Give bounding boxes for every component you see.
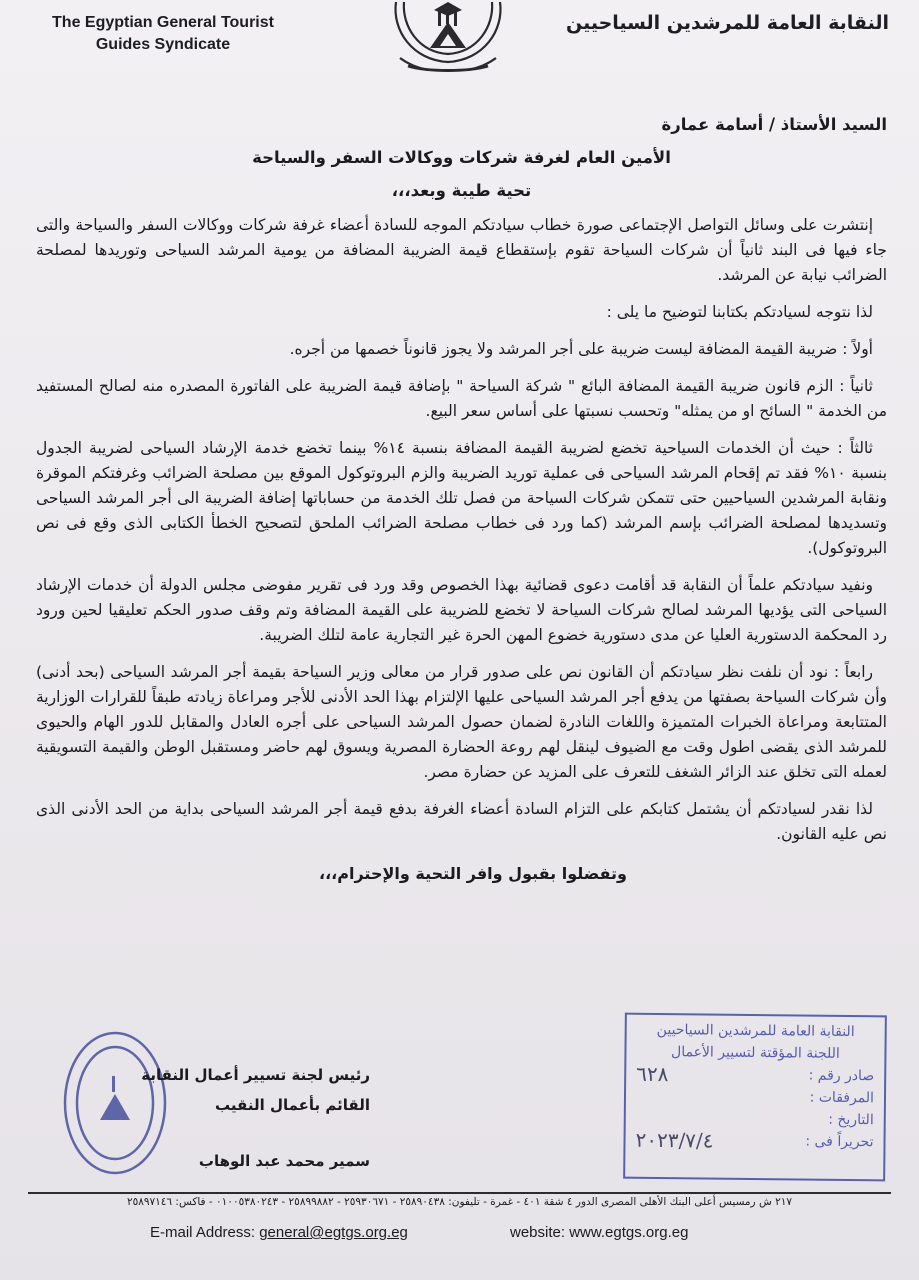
letter-body: [36, 112, 887, 886]
footer-divider: [28, 1192, 891, 1194]
footer-email-link[interactable]: general@egtgs.org.eg: [259, 1224, 408, 1241]
paragraph-second: ثانياً : الزم قانون ضريبة القيمة المضافة البائع " شركة السياحة " بإضافة قيمة الضريبة على الفاتورة المصدره منه لصالح المستفيد من الخدمة " السائح او من يمثله" وتحسب نسبتها على أساس سعر البيع.: [36, 377, 887, 420]
stamp-written-label: تحريراً فى :: [805, 1133, 874, 1151]
stamp-issue-row: [636, 1063, 874, 1087]
footer-website-label: website:: [510, 1224, 566, 1241]
stamp-written-date: ٢٠٢٣/٧/٤: [635, 1127, 714, 1153]
paragraph-intro: إنتشرت على وسائل التواصل الإجتماعى صورة خطاب سيادتكم الموجه للسادة أعضاء غرفة شركات ووكالات السفر والسياحة والتى جاء فيها فى البند ثانياً أن شركات السياحة تقوم بإستقطاع قيمة الضريبة المضافة من يومية المرشد السياحى وتوريدها لمصلحة الضرائب نيابة عن المرشد.: [36, 216, 887, 284]
footer-website: [510, 1224, 688, 1241]
stamp-issue-number: ٦٢٨: [636, 1061, 669, 1087]
header-english-name: [38, 12, 288, 56]
header-arabic-name: النقابة العامة للمرشدين السياحيين: [565, 12, 889, 34]
stamp-date-label: التاريخ :: [828, 1111, 874, 1129]
syndicate-logo-icon: [378, 0, 518, 72]
footer-email: [150, 1224, 408, 1241]
paragraph-fourth: رابعاً : نود أن نلفت نظر سيادتكم أن القانون نص على صدور قرار من معالى وزير السياحة بقيمة أجر المرشد السياحى (بحد أدنى) وأن شركات السياحة بصفتها من يدفع أجر المرشد السياحى عليها الإلتزام بهذا الحد الأدنى للأجر ومراعاة زيادته طبقاً للقرارات الوزارية المتتابعة ومراعاة الخبرات المتميزة واللغات النادرة لضمان حصول المرشد السياحى على أجره العادل والمقابل للدور الهام والحيوى للمرشد الذى يقضى اطول وقت مع الضيوف لينقل لهم روعة الحضارة المصرية ويسوق لهم حاضر ومستقبل الوطن والقيمة التسويقية لعمله التى تخلق عند الزائر الشغف للتعرف على المزيد عن حضارة مصر.: [36, 663, 887, 781]
closing-line: وتفضلوا بقبول وافر التحية والإحترام،،،: [319, 864, 627, 883]
paragraph-third: ثالثاً : حيث أن الخدمات السياحية تخضع لضريبة القيمة المضافة بنسبة ١٤% بينما تخضع خدمة الإرشاد السياحى لضريبة الجدول بنسبة ١٠% فقد تم إقحام المرشد السياحى فى عملية توريد الضريبة والزم البروتوكول الموقع بين مصلحة الضرائب وغرفتكم الموقرة ونقابة المرشدين السياحيين حتى تتمكن شركات السياحة من فصل تلك الخدمة من حساباتها إضافة الضريبة الى أجر المرشد السياحى وتسديدها لمصلحة الضرائب بإسم المرشد (كما ورد فى خطاب مصلحة الضرائب الملحق لتصحيح الخطأ الكتابى الذى وقع فى نص البروتوكول).: [36, 439, 888, 557]
footer-email-label: E-mail Address:: [150, 1224, 256, 1241]
stamp-written-row: [635, 1129, 873, 1153]
footer-address: ٢١٧ ش رمسيس أعلى البنك الأهلى المصرى الدور ٤ شقة ٤٠١ - غمرة - تليفون: ٢٥٨٩٠٤٣٨ - ٢٥٩٣٠٦٧١ - ٢٥٨٩٩٨٨٢ - ٠١٠٠٥٣٨٠٢٤٣ - فاكس: ٢٥٨٩٧١٤٦: [126, 1196, 793, 1208]
paragraph-lawsuit: ونفيد سيادتكم علماً أن النقابة قد أقامت دعوى قضائية بهذا الخصوص وقد ورد فى تقرير مفوضى مجلس الدولة أن خدمات الإرشاد السياحى التى يؤديها المرشد لصالح شركات السياحة لا تخضع للضريبة على القيمة المضافة وتم وقف صدور الحكم تعليقيا لحين ورود رد المحكمة الدستورية العليا عن مدى دستورية خضوع المهن الحرة غير التجارية عامة لتلك الضريبة.: [36, 576, 887, 644]
paragraph-request: لذا نقدر لسيادتكم أن يشتمل كتابكم على التزام السادة أعضاء الغرفة بدفع قيمة أجر المرشد السياحى بداية من الحد الأدنى الذى نص عليه القانون.: [36, 800, 887, 843]
stamp-syndicate-name: النقابة العامة للمرشدين السياحيين: [656, 1021, 855, 1041]
issue-stamp: [623, 1013, 887, 1182]
footer-website-link[interactable]: www.egtgs.org.eg: [569, 1224, 689, 1241]
addressee-title: الأمين العام لغرفة شركات ووكالات السفر والسياحة: [252, 148, 671, 167]
header-en-line1: The Egyptian General Tourist: [52, 14, 274, 31]
paragraph-first: أولاً : ضريبة القيمة المضافة ليست ضريبة على أجر المرشد ولا يجوز قانوناً خصمها من أجره.: [289, 340, 873, 358]
header-en-line2: Guides Syndicate: [95, 36, 231, 53]
signature-block: [70, 1060, 370, 1176]
signature-title: رئيس لجنة تسيير أعمال النقابة: [141, 1066, 370, 1084]
stamp-committee: اللجنة المؤقتة لتسيير الأعمال: [671, 1044, 840, 1062]
greeting: تحية طيبة وبعد،،،: [391, 181, 532, 200]
signature-role: القائم بأعمال النقيب: [215, 1096, 370, 1114]
addressee: السيد الأستاذ / أسامة عمارة: [661, 115, 887, 134]
stamp-issue-label: صادر رقم :: [808, 1067, 875, 1085]
signature-name: سمير محمد عبد الوهاب: [198, 1152, 370, 1170]
paragraph-clarify: لذا نتوجه لسيادتكم بكتابنا لتوضيح ما يلى :: [606, 303, 873, 321]
stamp-attachments-label: المرفقات :: [809, 1089, 875, 1107]
